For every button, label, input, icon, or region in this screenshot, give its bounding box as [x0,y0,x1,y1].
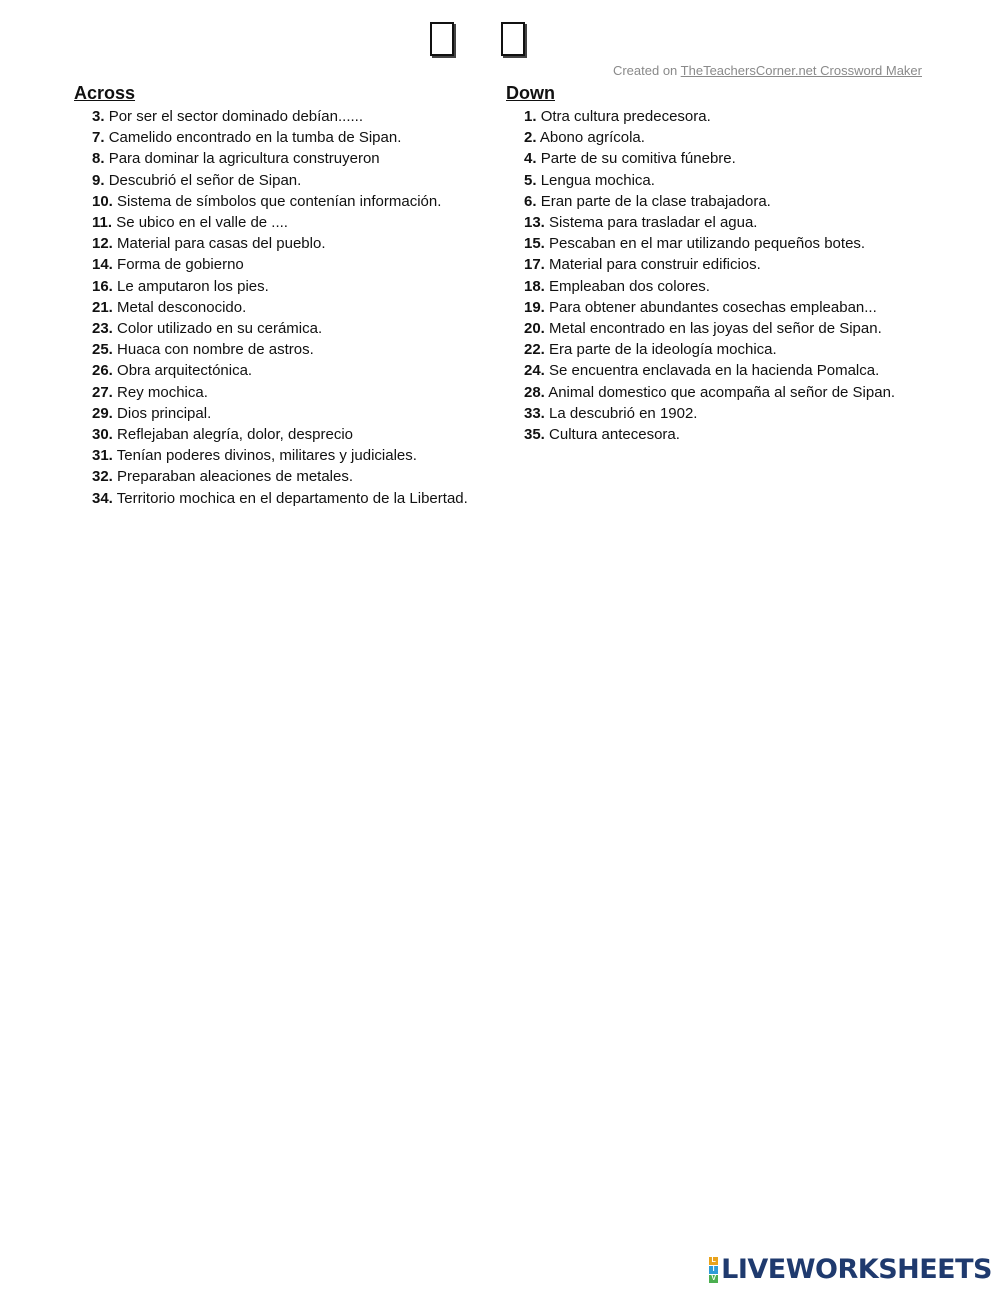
down-clue-list [506,106,926,445]
clue-text: Material para casas del pueblo. [117,235,326,253]
down-clue [524,127,926,148]
clue-number: 35. [524,426,545,444]
clue-number: 19. [524,298,545,316]
across-clue [92,488,489,509]
across-clue [92,318,489,339]
clue-number: 2. [524,129,537,147]
across-clue [92,466,489,487]
clue-text: Rey mochica. [117,383,208,401]
clue-number: 8. [92,150,105,168]
across-clue [92,127,489,148]
clue-number: 32. [92,468,113,486]
credit-line [613,63,922,78]
clue-number: 9. [92,171,105,189]
across-clue [92,106,489,127]
clue-text: Preparaban aleaciones de metales. [117,468,354,486]
clue-text: Sistema para trasladar el agua. [549,214,758,232]
clue-text: Abono agrícola. [539,129,645,147]
clue-number: 7. [92,129,105,147]
clue-number: 26. [92,362,113,380]
across-heading: Across [74,83,136,103]
clue-number: 33. [524,404,545,422]
clue-text: Otra cultura predecesora. [540,108,711,125]
clue-text: Forma de gobierno [117,256,244,274]
clue-number: 16. [92,277,113,295]
clue-number: 13. [524,214,545,232]
clue-number: 15. [524,235,545,253]
clue-number: 30. [92,426,113,444]
logo-block: V [709,1275,718,1283]
across-clue [92,339,489,360]
across-clue [92,360,489,381]
down-clue [524,276,926,297]
clue-number: 10. [92,192,113,210]
down-clue [524,212,926,233]
down-clue [524,339,926,360]
clue-text: Sistema de símbolos que contenían información. [117,192,442,210]
clue-number: 17. [524,256,545,274]
clue-number: 12. [92,235,113,253]
clue-text: Metal desconocido. [117,298,247,316]
down-column [506,82,926,445]
down-clue [524,233,926,254]
clue-number: 14. [92,256,113,274]
clue-number: 21. [92,298,113,316]
clue-text: Se encuentra enclavada en la hacienda Pomalca. [549,362,880,380]
liveworksheets-logo [709,1254,992,1285]
logo-text: LIVEWORKSHEETS [721,1254,992,1285]
clue-text: Se ubico en el valle de .... [116,214,288,232]
across-clue-list [74,106,489,509]
clue-number: 6. [524,192,537,210]
clue-text: Animal domestico que acompaña al señor de Sipan. [548,383,896,401]
clue-number: 34. [92,489,113,507]
clue-text: Eran parte de la clase trabajadora. [540,192,771,210]
down-clue [524,318,926,339]
across-clue [92,276,489,297]
across-clue [92,191,489,212]
clue-number: 29. [92,404,113,422]
down-clue [524,148,926,169]
down-clue [524,170,926,191]
across-clue [92,148,489,169]
clue-text: Obra arquitectónica. [117,362,253,380]
clue-text: Territorio mochica en el departamento de la Libertad. [116,489,468,507]
down-clue [524,106,926,127]
credit-prefix: Created on [612,63,681,78]
clue-number: 25. [92,341,113,359]
down-heading: Down [506,83,555,103]
across-clue [92,403,489,424]
across-clue [92,254,489,275]
clue-number: 22. [524,341,545,359]
logo-block: I [709,1266,718,1274]
clue-number: 1. [524,108,537,125]
clue-text: Para dominar la agricultura construyeron [108,150,380,168]
down-clue [524,254,926,275]
clue-number: 24. [524,362,545,380]
clue-text: Empleaban dos colores. [549,277,710,295]
crossword-cell-left[interactable] [430,22,454,56]
clue-number: 23. [92,320,113,338]
across-column [74,82,489,509]
logo-block: L [709,1257,718,1265]
clue-number: 20. [524,320,545,338]
across-clue [92,297,489,318]
clue-text: Dios principal. [117,404,212,422]
across-clue [92,445,489,466]
clue-text: Lengua mochica. [540,171,655,189]
clue-number: 5. [524,171,537,189]
clue-text: Era parte de la ideología mochica. [549,341,777,359]
across-clue [92,233,489,254]
down-clue [524,382,926,403]
clue-text: Metal encontrado en las joyas del señor de Sipan. [549,320,882,338]
clue-text: Para obtener abundantes cosechas empleaban... [549,298,877,316]
down-clue [524,403,926,424]
across-clue [92,170,489,191]
clue-number: 3. [92,108,105,125]
across-clue [92,382,489,403]
clue-number: 18. [524,277,545,295]
clue-text: Tenían poderes divinos, militares y judiciales. [116,447,417,465]
clue-text: Pescaban en el mar utilizando pequeños botes. [549,235,866,253]
clue-text: Material para construir edificios. [549,256,761,274]
clue-number: 4. [524,150,537,168]
across-clue [92,424,489,445]
clue-number: 27. [92,383,113,401]
clue-text: Cultura antecesora. [549,426,680,444]
clue-text: La descubrió en 1902. [549,404,698,422]
clue-number: 11. [92,214,113,232]
clue-text: Reflejaban alegría, dolor, desprecio [117,426,354,444]
clue-text: Color utilizado en su cerámica. [117,320,323,338]
down-clue [524,191,926,212]
clue-text: Huaca con nombre de astros. [117,341,314,359]
clue-number: 31. [92,447,113,465]
clue-number: 28. [524,383,545,401]
clue-text: Parte de su comitiva fúnebre. [540,150,736,168]
crossword-cell-right[interactable] [501,22,525,56]
logo-blocks-icon [709,1257,718,1283]
down-clue [524,360,926,381]
down-clue [524,424,926,445]
across-clue [92,212,489,233]
clue-text: Descubrió el señor de Sipan. [108,171,302,189]
clue-text: Camelido encontrado en la tumba de Sipan. [108,129,402,147]
clue-text: Por ser el sector dominado debían...... [108,108,363,125]
credit-link[interactable]: TheTeachersCorner.net Crossword Maker [680,63,922,78]
down-clue [524,297,926,318]
clue-text: Le amputaron los pies. [117,277,269,295]
